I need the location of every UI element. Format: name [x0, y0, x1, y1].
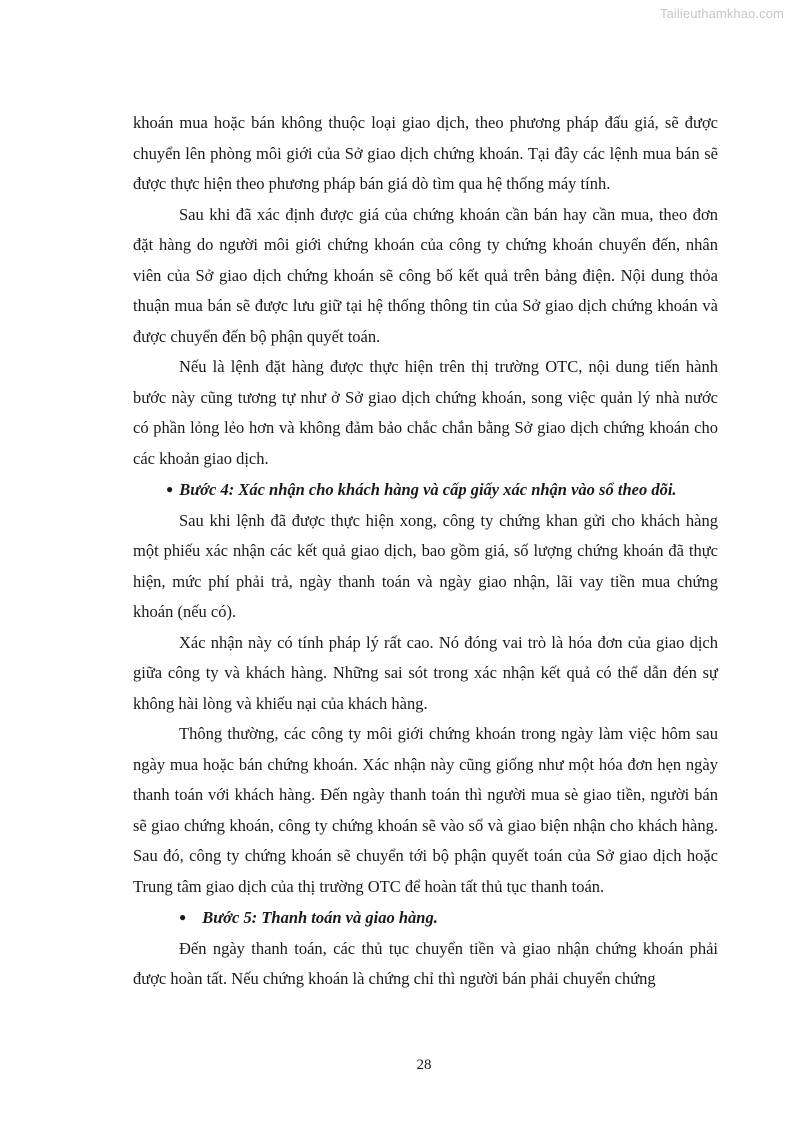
step-4-heading	[133, 474, 718, 506]
paragraph: khoán mua hoặc bán không thuộc loại giao dịch, theo phương pháp đấu giá, sẽ được chuyển lên phòng môi giới của Sở giao dịch chứng khoán. Tại đây các lệnh mua bán sẽ được thực hiện theo phương pháp bán giá dò tìm qua hệ thống máy tính.	[133, 113, 718, 193]
paragraph: Sau khi đã xác định được giá của chứng khoán cần bán hay cần mua, theo đơn đặt hàng do người môi giới chứng khoán của công ty chứng khoán chuyển đến, nhân viên của Sở giao dịch chứng khoán sẽ công bố kết quả trên bảng điện. Nội dung thỏa thuận mua bán sẽ được lưu giữ tại hệ thống thông tin của Sở giao dịch chứng khoán và được chuyển đến bộ phận quyết toán.	[133, 204, 718, 346]
paragraph: Sau khi lệnh đã được thực hiện xong, công ty chứng khan gửi cho khách hàng một phiếu xác nhận các kết quả giao dịch, bao gồm giá, số lượng chứng khoán đã thực hiện, mức phí phải trả, ngày thanh toán và ngày giao nhận, lãi vay tiền mua chứng khoán (nếu có).	[133, 510, 718, 621]
step-5-heading	[133, 902, 718, 934]
bullet-icon: ●	[179, 910, 187, 924]
bullet-icon: ●	[166, 482, 174, 496]
step-4-heading-text: Bước 4: Xác nhận cho khách hàng và cấp giấy xác nhận vào sổ theo dõi.	[179, 480, 677, 499]
step-5-heading-text: Bước 5: Thanh toán và giao hàng.	[202, 908, 438, 927]
document-body	[133, 108, 718, 995]
paragraph: Thông thường, các công ty môi giới chứng khoán trong ngày làm việc hôm sau ngày mua hoặc bán chứng khoán. Xác nhận này cũng giống như một hóa đơn hẹn ngày thanh toán với khách hàng. Đến ngày thanh toán thì người mua sè giao tiền, người bán sẽ giao chứng khoán, công ty chứng khoán sẽ vào sổ và giao biện nhận cho khách hàng. Sau đó, công ty chứng khoán sẽ chuyển tới bộ phận quyết toán của Sở giao dịch hoặc Trung tâm giao dịch của thị trường OTC để hoàn tất thủ tục thanh toán.	[133, 724, 718, 896]
paragraph: Nếu là lệnh đặt hàng được thực hiện trên thị trường OTC, nội dung tiến hành bước này cũng tương tự như ở Sở giao dịch chứng khoán, song việc quản lý nhà nước có phần lỏng lẻo hơn và không đảm bảo chắc chắn bằng Sở giao dịch chứng khoán cho các khoản giao dịch.	[133, 357, 718, 468]
page-number: 28	[416, 1057, 432, 1073]
site-watermark: Tailieuthamkhao.com	[659, 6, 784, 21]
paragraph: Xác nhận này có tính pháp lý rất cao. Nó đóng vai trò là hóa đơn của giao dịch giữa công ty và khách hàng. Những sai sót trong xác nhận kết quả có thể dẫn đén sự không hài lòng và khiếu nại của khách hàng.	[133, 632, 718, 713]
paragraph: Đến ngày thanh toán, các thủ tục chuyển tiền và giao nhận chứng khoán phải được hoàn tất. Nếu chứng khoán là chứng chỉ thì người bán phải chuyển chứng	[133, 938, 718, 988]
